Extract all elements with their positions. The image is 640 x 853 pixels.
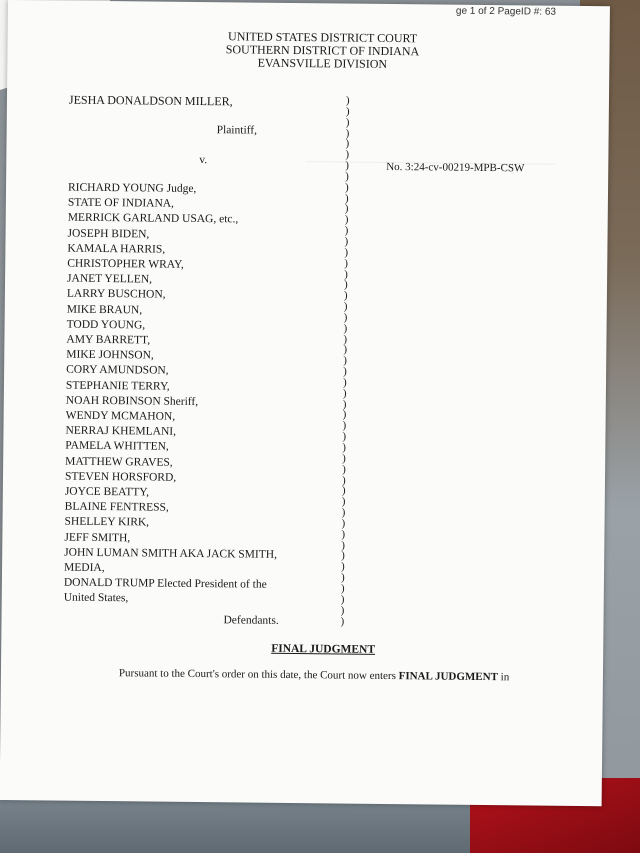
defendant-item: NERRAJ KHEMLANI, — [65, 424, 177, 439]
defendant-item: RICHARD YOUNG Judge, — [67, 181, 197, 195]
caption-paren: ) — [343, 300, 348, 313]
defendant-item: STEPHANIE TERRY, — [65, 379, 170, 393]
caption-paren: ) — [342, 398, 347, 411]
caption-paren: ) — [341, 474, 346, 487]
caption-paren: ) — [340, 593, 345, 606]
defendant-item: STEVEN HORSFORD, — [64, 470, 177, 484]
defendant-item: MERRICK GARLAND USAG, etc., — [67, 212, 239, 226]
caption-paren: ) — [341, 549, 345, 562]
caption-paren: ) — [345, 148, 350, 161]
caption-paren: ) — [345, 127, 350, 140]
defendant-item: MIKE BRAUN, — [66, 303, 143, 317]
caption-paren: ) — [345, 94, 350, 107]
judgment-body-suffix: in — [497, 671, 510, 684]
caption-paren: ) — [343, 278, 348, 291]
defendant-item: WENDY MCMAHON, — [65, 409, 176, 423]
plaintiff-name: JESHA DONALDSON MILLER, — [68, 92, 233, 109]
case-number: No. 3:24-cv-00219-MPB-CSW — [386, 160, 525, 175]
caption-paren: ) — [340, 615, 345, 628]
caption-paren: ) — [344, 202, 349, 216]
defendant-item: CORY AMUNDSON, — [66, 364, 169, 378]
caption-paren: ) — [345, 116, 350, 129]
caption-paren: ) — [340, 571, 345, 584]
caption-paren: ) — [340, 582, 345, 595]
defendant-item: SHELLEY KIRK, — [64, 516, 150, 529]
defendant-item: United States, — [63, 592, 129, 605]
defendant-item: JOSEPH BIDEN, — [67, 227, 150, 241]
judgment-body-prefix: Pursuant to the Court's order on this date, the Court now enters — [118, 667, 399, 683]
caption-paren: ) — [342, 441, 347, 454]
caption-paren: ) — [341, 539, 346, 552]
caption-paren: ) — [344, 246, 349, 259]
defendant-item: NOAH ROBINSON Sheriff, — [65, 394, 199, 408]
defendant-item: CHRISTOPHER WRAY, — [67, 257, 184, 271]
caption-paren: ) — [343, 289, 348, 302]
defendant-item: AMY BARRETT, — [66, 333, 151, 347]
caption-paren: ) — [344, 268, 348, 281]
defendant-item: MIKE JOHNSON, — [66, 348, 154, 362]
defendant-item: PAMELA WHITTEN, — [65, 440, 169, 454]
caption-paren: ) — [341, 506, 346, 519]
judgment-body — [119, 667, 509, 683]
defendant-item: DONALD TRUMP Elected President of the — [63, 576, 267, 592]
defendant-item: STATE OF INDIANA, — [67, 196, 175, 210]
judgment-body-bold: FINAL JUDGMENT — [398, 670, 499, 684]
caption-paren: ) — [345, 137, 350, 150]
caption-paren: ) — [343, 343, 348, 356]
caption-paren: ) — [343, 333, 348, 346]
defendant-item: JOYCE BEATTY, — [64, 485, 150, 499]
defendant-item: JOHN LUMAN SMITH AKA JACK SMITH, — [64, 546, 278, 561]
caption-paren: ) — [344, 224, 349, 237]
caption-paren: ) — [345, 159, 350, 172]
caption-paren: ) — [342, 408, 347, 422]
plaintiff-role: Plaintiff, — [216, 124, 258, 137]
caption-paren: ) — [343, 354, 347, 367]
caption-paren: ) — [345, 170, 349, 183]
court-line-2: SOUTHERN DISTRICT OF INDIANA — [225, 42, 420, 59]
caption-paren: ) — [343, 311, 348, 324]
caption-parentheses — [340, 96, 349, 627]
court-line-1: UNITED STATES DISTRICT COURT — [227, 29, 418, 46]
defendant-item: LARRY BUSCHON, — [66, 288, 166, 302]
caption-paren: ) — [341, 517, 346, 530]
defendant-item: BLAINE FENTRESS, — [64, 500, 169, 514]
caption-paren: ) — [343, 322, 348, 335]
caption-paren: ) — [341, 528, 346, 541]
defendant-item: JEFF SMITH, — [64, 531, 131, 544]
bleed-through-signature — [306, 121, 556, 165]
defendant-item: MEDIA, — [63, 561, 105, 575]
defendants-role: Defendants. — [223, 614, 279, 627]
caption-paren: ) — [344, 192, 349, 205]
page-id: ge 1 of 2 PageID #: 63 — [455, 5, 557, 18]
caption-paren: ) — [344, 257, 348, 270]
defendant-item: MATTHEW GRAVES, — [65, 455, 173, 469]
caption-paren: ) — [342, 419, 347, 432]
caption-paren: ) — [341, 495, 346, 508]
versus: v. — [199, 154, 208, 167]
caption-paren: ) — [344, 235, 349, 248]
final-judgment-title: FINAL JUDGMENT — [271, 642, 376, 656]
defendant-item: JANET YELLEN, — [67, 272, 153, 286]
court-line-3: EVANSVILLE DIVISION — [257, 55, 388, 71]
caption-paren: ) — [341, 560, 345, 573]
caption-paren: ) — [345, 105, 350, 118]
caption-paren: ) — [342, 430, 347, 443]
caption-paren: ) — [343, 365, 347, 378]
defendants-list — [64, 181, 281, 609]
caption-paren: ) — [341, 484, 346, 497]
caption-paren: ) — [342, 452, 346, 465]
caption-paren: ) — [342, 387, 347, 400]
caption-paren: ) — [344, 181, 349, 194]
defendant-item: TODD YOUNG, — [66, 318, 146, 332]
caption-paren: ) — [340, 604, 345, 617]
caption-paren: ) — [342, 463, 346, 476]
court-heading — [207, 30, 437, 71]
caption-paren: ) — [344, 213, 349, 226]
caption-paren: ) — [342, 376, 347, 389]
defendant-item: KAMALA HARRIS, — [67, 242, 166, 256]
